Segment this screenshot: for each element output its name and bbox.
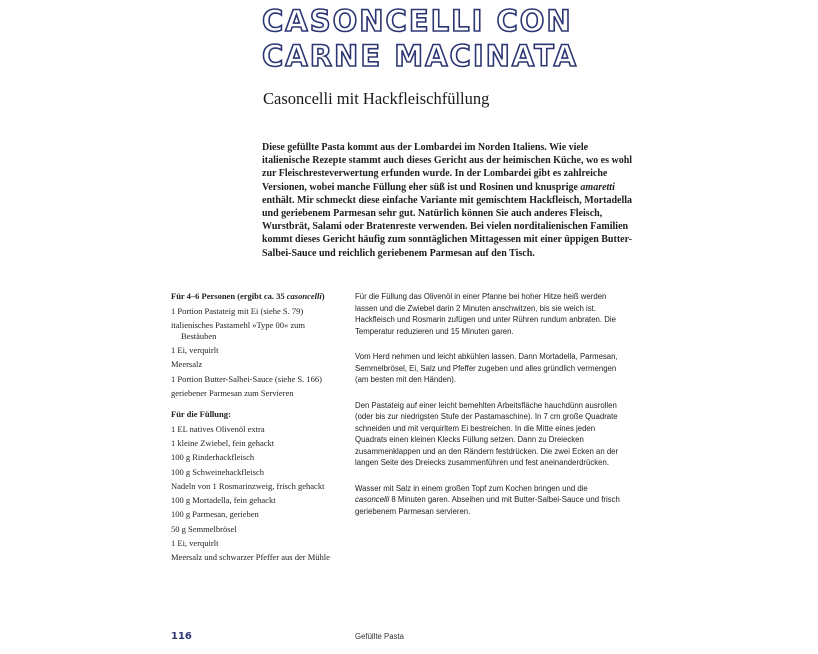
filling-heading: Für die Füllung: [171,409,231,420]
method-step-3: Den Pastateig auf einer leicht bemehlten Arbeitsfläche hauchdünn ausrollen (oder bis zur niedrigsten Stufe der Pastamaschine). In 7 cm große Quadrate schneiden und mit verquirltem Ei bestreichen. In die Mitte eines jeden Quadrats einen kleinen Klecks Füllung setzen. Dann zu Dreiecken zusammenklappen und an den Rändern festdrücken. Die zwei Ecken an der langen Seite des Dreiecks zusammenführen und fest aneinanderdrücken. [355,400,619,467]
page-number: 116 [171,631,192,642]
filling-item: Meersalz und schwarzer Pfeffer aus der Mühle [171,552,330,563]
ingredient-item: 1 Portion Butter-Salbei-Sauce (siehe S. 166) [171,373,322,384]
section-name: Gefüllte Pasta [355,632,404,641]
filling-item: 1 kleine Zwiebel, fein gehackt [171,437,275,448]
ingredient-text: italienisches Pastamehl »Type 00« zum [171,319,305,330]
method-step-4-text: Wasser mit Salz in einem großen Topf zum Kochen bringen und die [355,483,588,493]
servings-suffix: ) [321,291,325,301]
filling-ingredients-list [171,424,346,564]
filling-item: Nadeln von 1 Rosmarinzweig, frisch gehackt [171,480,325,491]
filling-item: 100 g Parmesan, gerieben [171,509,259,520]
recipe-title-line-2: CARNE MACINATA [262,39,579,73]
filling-item: 50 g Semmelbrösel [171,523,237,534]
ingredient-item: geriebener Parmesan zum Servieren [171,388,294,399]
ingredient-item: 1 Portion Pastateig mit Ei (siehe S. 79) [171,305,304,316]
servings-italic: casoncelli [286,291,322,301]
filling-item: 100 g Schweinehackfleisch [171,466,264,477]
ingredient-item [171,320,346,342]
recipe-title-line-1: CASONCELLI CON [262,4,573,38]
method-step-4-italic: casoncelli [355,495,390,504]
method-step-1: Für die Füllung das Olivenöl in einer Pfanne bei hoher Hitze heiß werden lassen und die Zwiebel darin 2 Minuten anschwitzen, bis sie weich ist. Hackfleisch und Rosmarin zufügen und unter Rühren rundum anbraten. Die Temperatur reduzieren und 15 Minuten garen. [355,292,616,336]
filling-item: 1 EL natives Olivenöl extra [171,423,265,434]
filling-item: 100 g Rinderhackfleisch [171,452,255,463]
servings-heading [171,291,346,302]
recipe-subtitle: Casoncelli mit Hackfleischfüllung [263,89,490,108]
ingredient-continuation: Bestäuben [181,330,217,341]
intro-text-1: Diese gefüllte Pasta kommt aus der Lombardei im Norden Italiens. Wie viele italienische Rezepte stammt auch dieses Gericht aus der heimischen Küche, wo es wohl zur Fleischresteverwertung erfunden wurde. In der Lombardei gibt es zahlreiche Versionen, wobei manche Füllung eher süß ist und Rosinen und knusprige [262,142,633,193]
method-step-4-suffix: 8 Minuten garen. Abseihen und mit Butter-Salbei-Sauce und frisch geriebenem Parmesan servieren. [355,495,620,516]
method-step-4 [355,483,621,518]
ingredients-column [171,291,346,567]
method-column [355,291,621,531]
servings-text: Für 4–6 Personen (ergibt ca. 35 [171,291,287,301]
ingredient-item: 1 Ei, verquirlt [171,345,219,356]
intro-italic-term: amaretti [580,181,615,193]
base-ingredients-list [171,306,346,399]
method-step-2: Vom Herd nehmen und leicht abkühlen lassen. Dann Mortadella, Parmesan, Semmelbrösel, Ei, Salz und Pfeffer zugeben und alles gründlich vermengen (am besten mit den Händen). [355,352,618,384]
recipe-title [262,4,722,74]
intro-paragraph [262,141,634,260]
intro-text-2: enthält. Mir schmeckt diese einfache Variante mit gemischtem Hackfleisch, Mortadella und geriebenem Parmesan sehr gut. Natürlich können Sie auch anderes Fleisch, Wurstbrät, Salami oder Bratenreste verwenden. Bei vielen norditalienischen Familien kommt dieses Gericht häufig zum sonntäglichen Mittagessen mit einer üppigen Butter-Salbei-Sauce und reichlich geriebenem Parmesan auf den Tisch. [262,194,633,259]
ingredient-item: Meersalz [171,359,203,370]
filling-item: 1 Ei, verquirlt [171,538,219,549]
filling-item: 100 g Mortadella, fein gehackt [171,495,276,506]
